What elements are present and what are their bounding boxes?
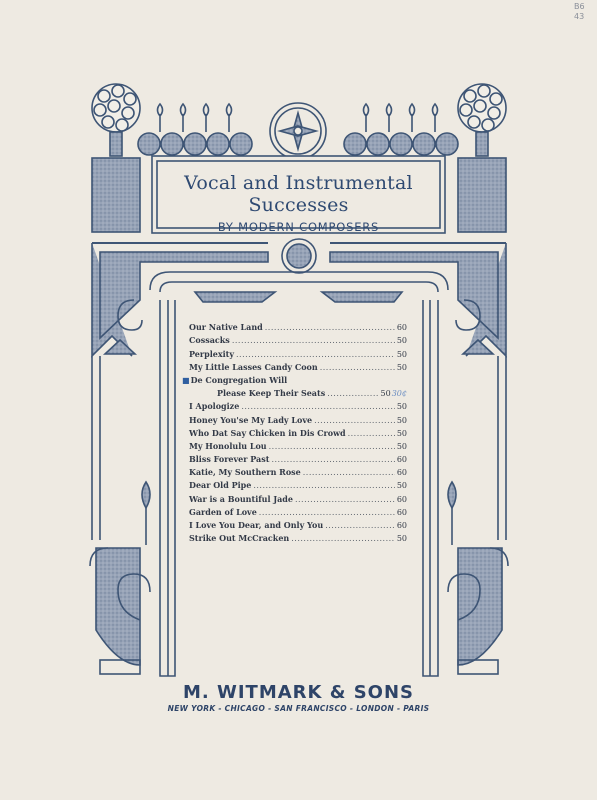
right-side-panel: [458, 158, 506, 232]
leader-dots: [314, 416, 395, 425]
song-row: [182, 372, 407, 385]
song-row: [189, 345, 407, 358]
central-rosette: [270, 103, 326, 159]
song-title: Strike Out McCracken: [189, 533, 290, 544]
song-title: Dear Old Pipe: [189, 480, 252, 491]
song-row: [189, 359, 407, 372]
song-price: 50: [396, 534, 407, 544]
song-price: 60: [396, 507, 407, 517]
song-row: [189, 398, 407, 411]
song-row: [189, 411, 407, 424]
song-row: [189, 451, 407, 464]
leader-dots: [265, 323, 395, 332]
song-price: 50: [396, 415, 407, 425]
leader-dots: [241, 402, 395, 411]
song-price: 60: [396, 455, 407, 465]
song-price: 50: [396, 441, 407, 451]
leader-dots: [327, 389, 378, 398]
archive-pencil-note: B6 43: [574, 2, 585, 21]
song-row: [189, 477, 407, 490]
song-title: Katie, My Southern Rose: [189, 467, 301, 478]
collection-subtitle: BY MODERN COMPOSERS: [217, 220, 380, 234]
song-title: Who Dat Say Chicken in Dis Crowd: [189, 427, 346, 438]
song-title: I Love You Dear, and Only You: [189, 520, 324, 530]
song-price: 50: [396, 336, 407, 346]
leader-dots: [236, 350, 395, 359]
leader-dots: [325, 521, 395, 530]
song-title: War is a Bountiful Jade: [189, 493, 293, 504]
song-title: Our Native Land: [189, 322, 263, 333]
right-lower-ornament: [423, 300, 508, 676]
song-title: Garden of Love: [189, 506, 257, 517]
handwritten-price: 30¢: [391, 389, 407, 399]
leader-dots: [348, 429, 395, 438]
checkmark-icon: ■: [182, 374, 190, 385]
song-price: 50: [396, 362, 407, 372]
song-price: 50: [380, 389, 391, 399]
right-tree-ornament: [458, 84, 506, 156]
leader-dots: [259, 508, 395, 517]
song-row: [189, 464, 407, 477]
song-price: 60: [396, 494, 407, 504]
song-price: 50: [396, 481, 407, 491]
song-title: I Apologize: [189, 401, 240, 412]
song-price-list: [182, 319, 407, 544]
song-price: 50: [396, 428, 407, 438]
song-title: Bliss Forever Past: [189, 454, 270, 465]
song-row: [189, 517, 407, 530]
song-row: [189, 332, 407, 345]
publisher-name: M. WITMARK & SONS: [182, 682, 415, 703]
song-row: [189, 319, 407, 332]
song-row: [189, 438, 407, 451]
leader-dots: [271, 455, 394, 464]
leader-dots: [320, 363, 395, 372]
song-row: [189, 385, 407, 398]
leader-dots: [269, 442, 395, 451]
left-side-panel: [92, 158, 140, 232]
leader-dots: [232, 336, 395, 345]
song-price: 50: [396, 349, 407, 359]
song-price: 60: [396, 468, 407, 478]
song-price: 60: [396, 323, 407, 333]
song-price: 60: [396, 521, 407, 530]
leader-dots: [291, 534, 395, 543]
left-lower-ornament: [90, 300, 175, 676]
song-title: My Honolulu Lou: [189, 440, 267, 451]
song-row: [189, 490, 407, 503]
leader-dots: [253, 481, 394, 490]
song-title: Honey You'se My Lady Love: [189, 414, 313, 425]
song-title: De Congregation Will: [190, 374, 288, 385]
song-title: Cossacks: [189, 335, 230, 346]
song-row: [189, 530, 407, 543]
collection-title: Vocal and Instrumental Successes: [184, 172, 413, 216]
song-row: [189, 504, 407, 517]
song-title: My Little Lasses Candy Coon: [189, 361, 318, 372]
title-panel: [155, 158, 442, 234]
song-title: Perplexity: [189, 348, 234, 359]
song-title: Please Keep Their Seats: [217, 388, 326, 399]
left-tree-ornament: [92, 84, 140, 156]
leader-dots: [303, 468, 395, 477]
leader-dots: [295, 495, 395, 504]
publisher-imprint: [150, 682, 447, 713]
song-row: [189, 425, 407, 438]
publisher-cities: NEW YORK - CHICAGO - SAN FRANCISCO - LONDON - PARIS: [167, 704, 430, 713]
song-price: 50: [396, 402, 407, 412]
